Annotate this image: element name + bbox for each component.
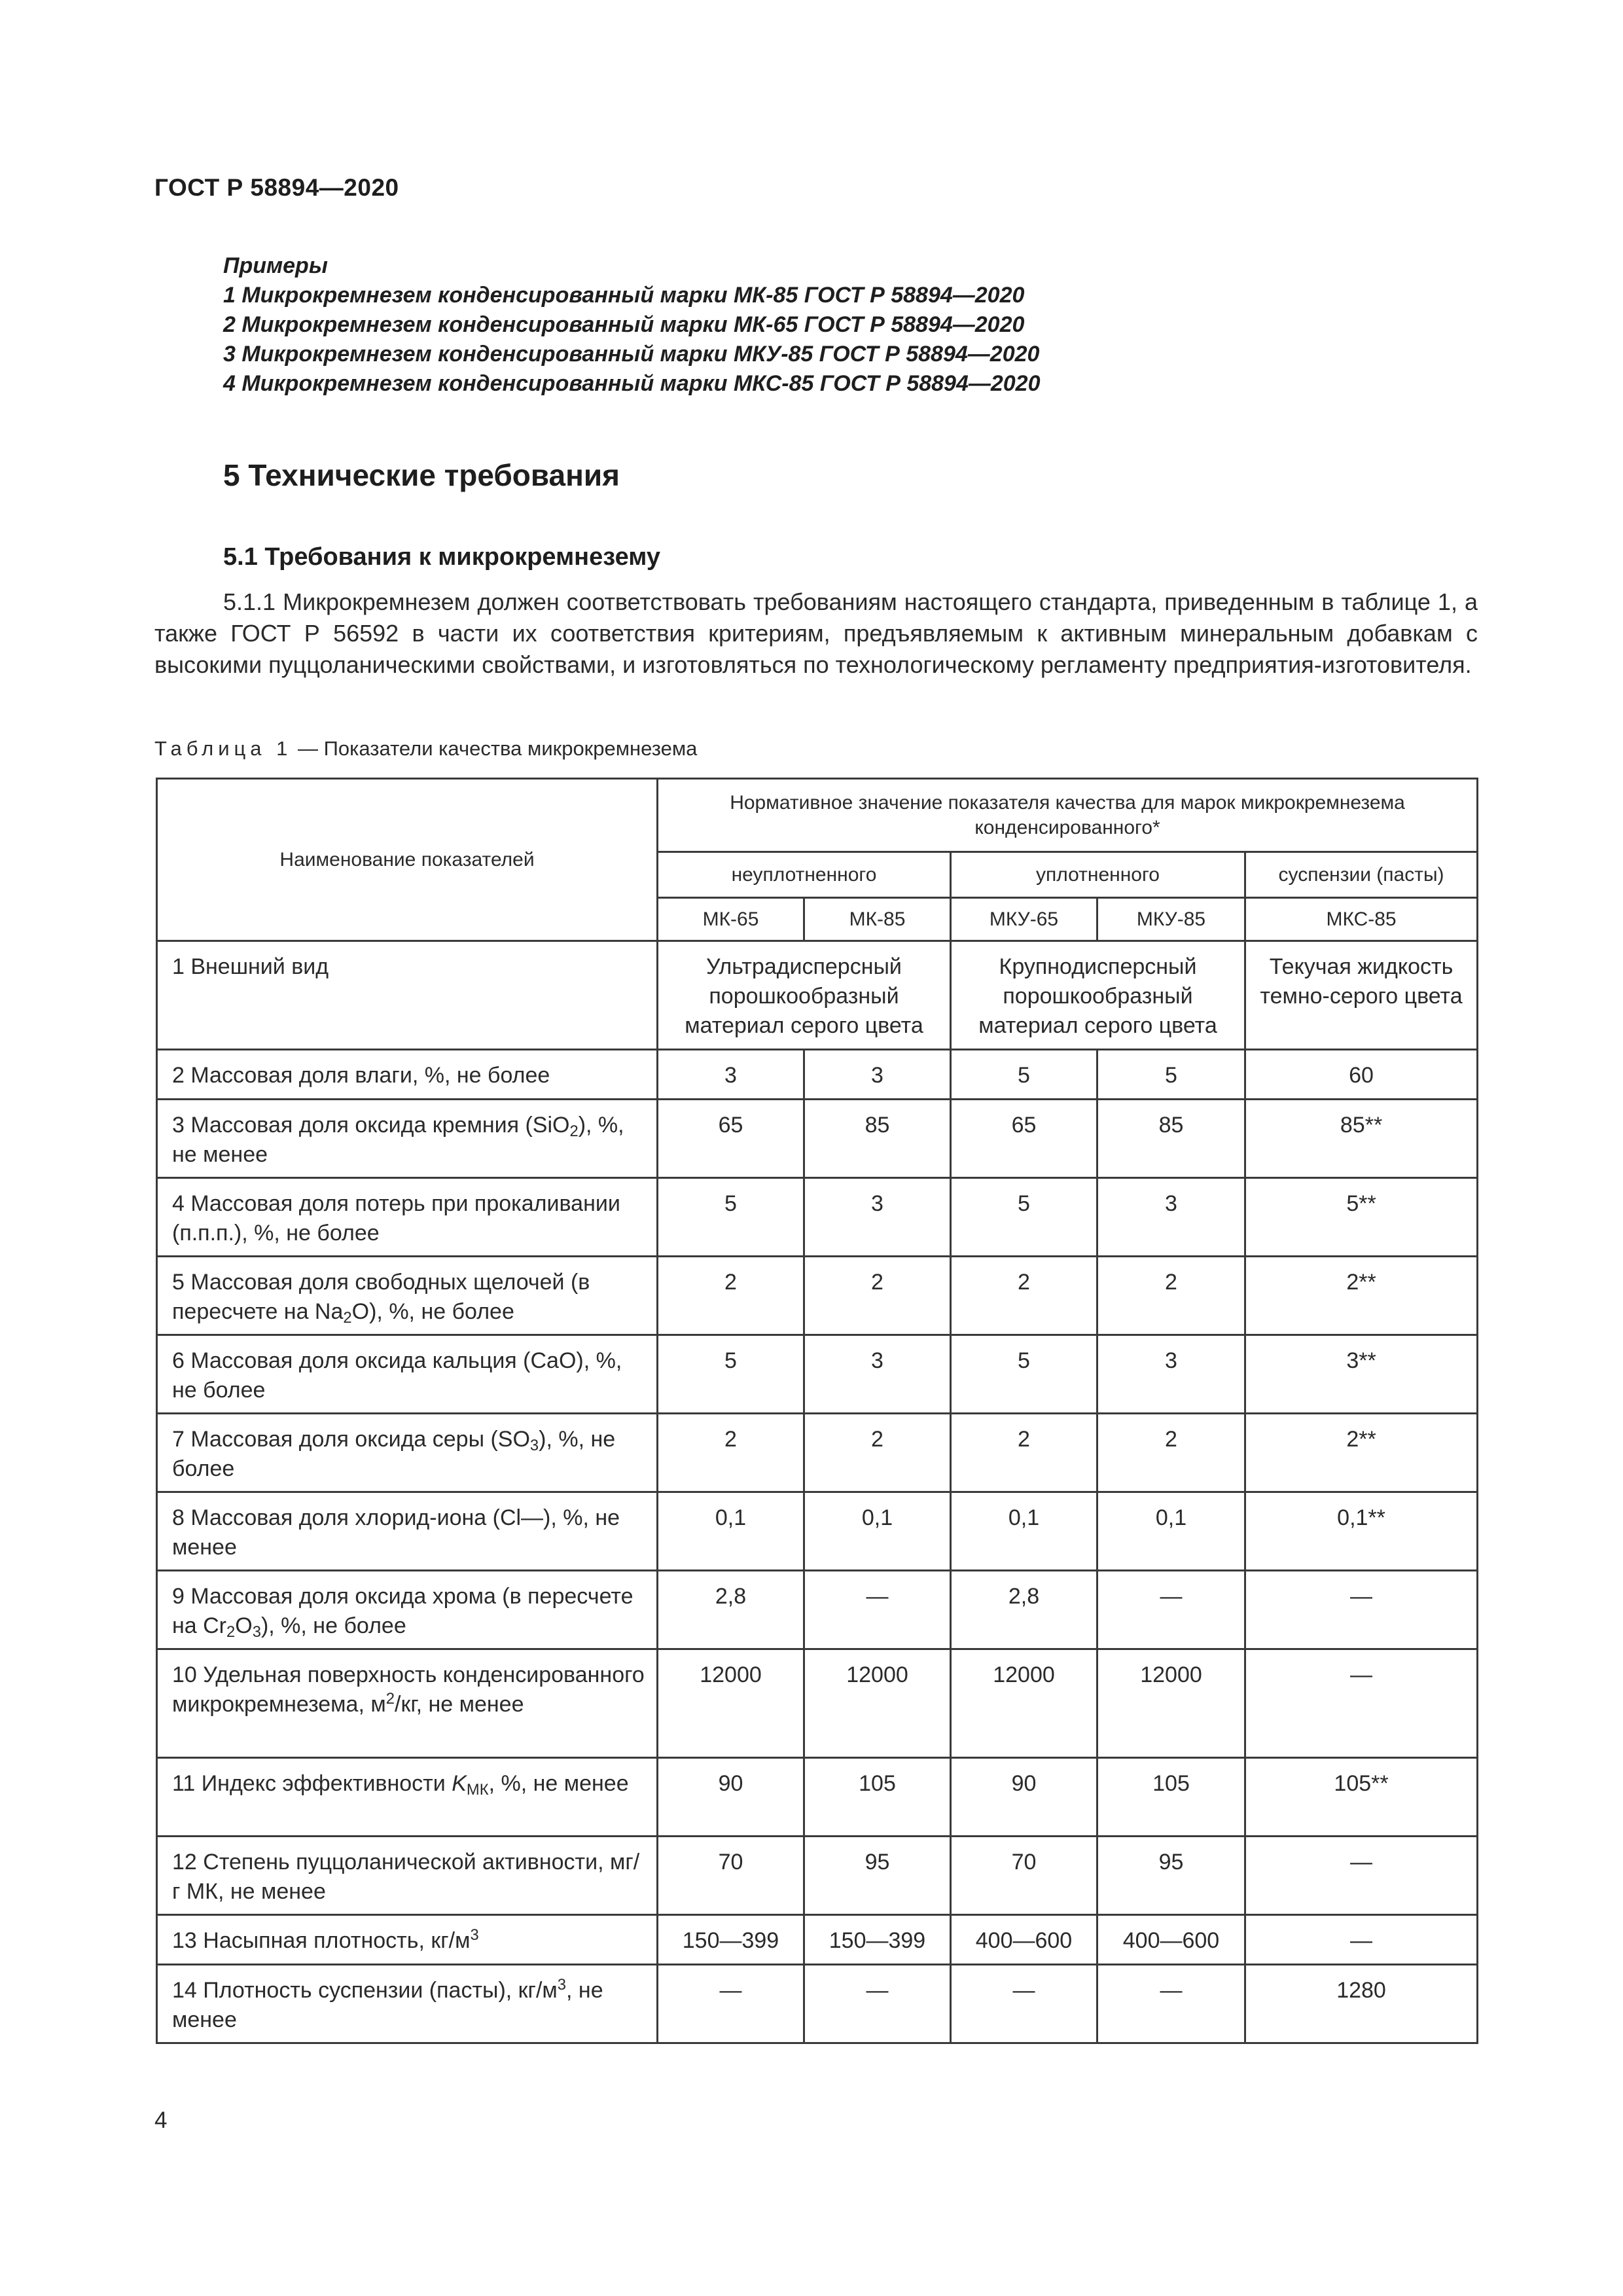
header-grade: МКУ-65: [951, 898, 1097, 941]
value-cell: 60: [1245, 1050, 1478, 1100]
table-row: [157, 1837, 1478, 1915]
table-row: [157, 1915, 1478, 1965]
subsection-title: 5.1 Требования к микрокремнезему: [223, 543, 661, 571]
value-cell: 0,1: [658, 1492, 804, 1571]
value-cell: 3: [1097, 1335, 1245, 1414]
value-cell: 2**: [1245, 1414, 1478, 1492]
indicator-name: 3 Массовая доля оксида кремния (SiO$_2$), %, не менее: [157, 1100, 658, 1178]
indicator-name: 13 Насыпная плотность, $кг/м^3$: [157, 1915, 658, 1965]
value-cell: 85**: [1245, 1100, 1478, 1178]
table-row: [157, 1649, 1478, 1758]
table-row: [157, 1492, 1478, 1571]
value-cell: 12000: [804, 1649, 951, 1758]
requirements-paragraph: 5.1.1 Микрокремнезем должен соответствовать требованиям настоящего стандарта, приведенным в таблице 1, а также ГОСТ Р 56592 в части их соответствия критериям, предъявляемым к активным минеральным добавкам с высокими пуццоланическими свойствами, и изготовляться по технологическому регламенту предприятия-изготовителя.: [154, 588, 1478, 678]
examples-title: Примеры: [223, 253, 328, 278]
value-cell: —: [1245, 1649, 1478, 1758]
value-cell: 85: [804, 1100, 951, 1178]
value-cell: 3: [658, 1050, 804, 1100]
value-cell: —: [1097, 1571, 1245, 1649]
table-row: [157, 1571, 1478, 1649]
header-group-suspension: суспензии (пасты): [1245, 852, 1478, 898]
value-cell: 150—399: [658, 1915, 804, 1965]
value-cell: 3: [804, 1178, 951, 1257]
value-cell: Ультрадисперсный порошкообразный материал серого цвета: [658, 941, 951, 1050]
table-caption-label: Таблица 1: [154, 737, 293, 760]
value-cell: 65: [951, 1100, 1097, 1178]
value-cell: —: [804, 1965, 951, 2043]
table-row: [157, 1257, 1478, 1335]
value-cell: 2: [951, 1257, 1097, 1335]
document-code: ГОСТ Р 58894—2020: [154, 174, 399, 201]
value-cell: 2: [804, 1257, 951, 1335]
example-item: 2 Микрокремнезем конденсированный марки МК-65 ГОСТ Р 58894—2020: [223, 312, 1025, 337]
value-cell: 90: [951, 1758, 1097, 1837]
value-cell: 5: [951, 1050, 1097, 1100]
value-cell: —: [1097, 1965, 1245, 2043]
value-cell: 2,8: [951, 1571, 1097, 1649]
value-cell: —: [804, 1571, 951, 1649]
indicator-name: 6 Массовая доля оксида кальция (CaO), %, не более: [157, 1335, 658, 1414]
value-cell: 12000: [658, 1649, 804, 1758]
indicator-name: 9 Массовая доля оксида хрома (в пересчете на $Cr_2O_3$), %, не более: [157, 1571, 658, 1649]
value-cell: Текучая жидкость темно-серого цвета: [1245, 941, 1478, 1050]
examples-block: [223, 251, 1041, 399]
value-cell: 70: [658, 1837, 804, 1915]
value-cell: —: [1245, 1837, 1478, 1915]
value-cell: 5: [658, 1335, 804, 1414]
example-item: 1 Микрокремнезем конденсированный марки МК-85 ГОСТ Р 58894—2020: [223, 283, 1025, 308]
example-item: 4 Микрокремнезем конденсированный марки МКС-85 ГОСТ Р 58894—2020: [223, 371, 1041, 396]
table-row: [157, 1758, 1478, 1837]
value-cell: 3: [804, 1335, 951, 1414]
value-cell: 400—600: [1097, 1915, 1245, 1965]
header-indicator-name: Наименование показателей: [157, 779, 658, 941]
value-cell: 105: [804, 1758, 951, 1837]
table-row: [157, 1414, 1478, 1492]
value-cell: 2,8: [658, 1571, 804, 1649]
value-cell: 0,1: [951, 1492, 1097, 1571]
indicator-name: 2 Массовая доля влаги, %, не более: [157, 1050, 658, 1100]
header-group-uncompacted: неуплотненного: [658, 852, 951, 898]
table-caption-text: — Показатели качества микрокремнезема: [292, 737, 698, 760]
value-cell: 105**: [1245, 1758, 1478, 1837]
indicator-name: 8 Массовая доля хлорид-иона (Cl—), %, не менее: [157, 1492, 658, 1571]
value-cell: 150—399: [804, 1915, 951, 1965]
header-grade: МК-85: [804, 898, 951, 941]
value-cell: 1280: [1245, 1965, 1478, 2043]
value-cell: 5: [1097, 1050, 1245, 1100]
indicator-name: 11 Индекс эффективности $K_{МК}$, %, не менее: [157, 1758, 658, 1837]
value-cell: 5: [658, 1178, 804, 1257]
value-cell: 400—600: [951, 1915, 1097, 1965]
header-grade: МКУ-85: [1097, 898, 1245, 941]
value-cell: 0,1**: [1245, 1492, 1478, 1571]
indicator-name: 1 Внешний вид: [157, 941, 658, 1050]
value-cell: 3**: [1245, 1335, 1478, 1414]
value-cell: 5**: [1245, 1178, 1478, 1257]
value-cell: 2: [804, 1414, 951, 1492]
indicator-name: 10 Удельная поверхность конденсированного микрокремнезема, $м^2/кг$, не менее: [157, 1649, 658, 1758]
value-cell: Крупнодисперсный порошкообразный материал серого цвета: [951, 941, 1245, 1050]
value-cell: 2: [658, 1257, 804, 1335]
table-row: [157, 1100, 1478, 1178]
value-cell: 105: [1097, 1758, 1245, 1837]
value-cell: —: [658, 1965, 804, 2043]
indicator-name: 5 Массовая доля свободных щелочей (в пересчете на $Na_2O$), %, не более: [157, 1257, 658, 1335]
header-grade: МК-65: [658, 898, 804, 941]
value-cell: 65: [658, 1100, 804, 1178]
value-cell: 90: [658, 1758, 804, 1837]
value-cell: 2: [1097, 1414, 1245, 1492]
value-cell: 2: [658, 1414, 804, 1492]
value-cell: 12000: [951, 1649, 1097, 1758]
value-cell: —: [951, 1965, 1097, 2043]
value-cell: 2: [951, 1414, 1097, 1492]
example-item: 3 Микрокремнезем конденсированный марки МКУ-85 ГОСТ Р 58894—2020: [223, 342, 1040, 367]
value-cell: —: [1245, 1915, 1478, 1965]
value-cell: 70: [951, 1837, 1097, 1915]
value-cell: 2: [1097, 1257, 1245, 1335]
value-cell: 5: [951, 1178, 1097, 1257]
table-row: [157, 1178, 1478, 1257]
value-cell: 2**: [1245, 1257, 1478, 1335]
indicator-name: 7 Массовая доля оксида серы $(SO_3)$, %, не более: [157, 1414, 658, 1492]
header-grade: МКС-85: [1245, 898, 1478, 941]
table-row: [157, 1335, 1478, 1414]
value-cell: 3: [804, 1050, 951, 1100]
indicator-name: 12 Степень пуццоланической активности, мг/г МК, не менее: [157, 1837, 658, 1915]
quality-table: [156, 778, 1478, 2044]
value-cell: 3: [1097, 1178, 1245, 1257]
value-cell: 12000: [1097, 1649, 1245, 1758]
table-caption: [154, 737, 697, 761]
value-cell: 5: [951, 1335, 1097, 1414]
indicator-name: 4 Массовая доля потерь при прокаливании (п.п.п.), %, не более: [157, 1178, 658, 1257]
table-row: [157, 1965, 1478, 2043]
header-group-compacted: уплотненного: [951, 852, 1245, 898]
value-cell: 0,1: [804, 1492, 951, 1571]
value-cell: —: [1245, 1571, 1478, 1649]
table-row: [157, 1050, 1478, 1100]
page-number: 4: [154, 2108, 168, 2133]
value-cell: 0,1: [1097, 1492, 1245, 1571]
table-row: [157, 941, 1478, 1050]
value-cell: 95: [804, 1837, 951, 1915]
value-cell: 95: [1097, 1837, 1245, 1915]
header-norm-value: Нормативное значение показателя качества для марок микрокремнезема конденсированного*: [658, 779, 1478, 852]
indicator-name: 14 Плотность суспензии (пасты), $кг/м^3$, не менее: [157, 1965, 658, 2043]
value-cell: 85: [1097, 1100, 1245, 1178]
section-title: 5 Технические требования: [223, 458, 620, 492]
